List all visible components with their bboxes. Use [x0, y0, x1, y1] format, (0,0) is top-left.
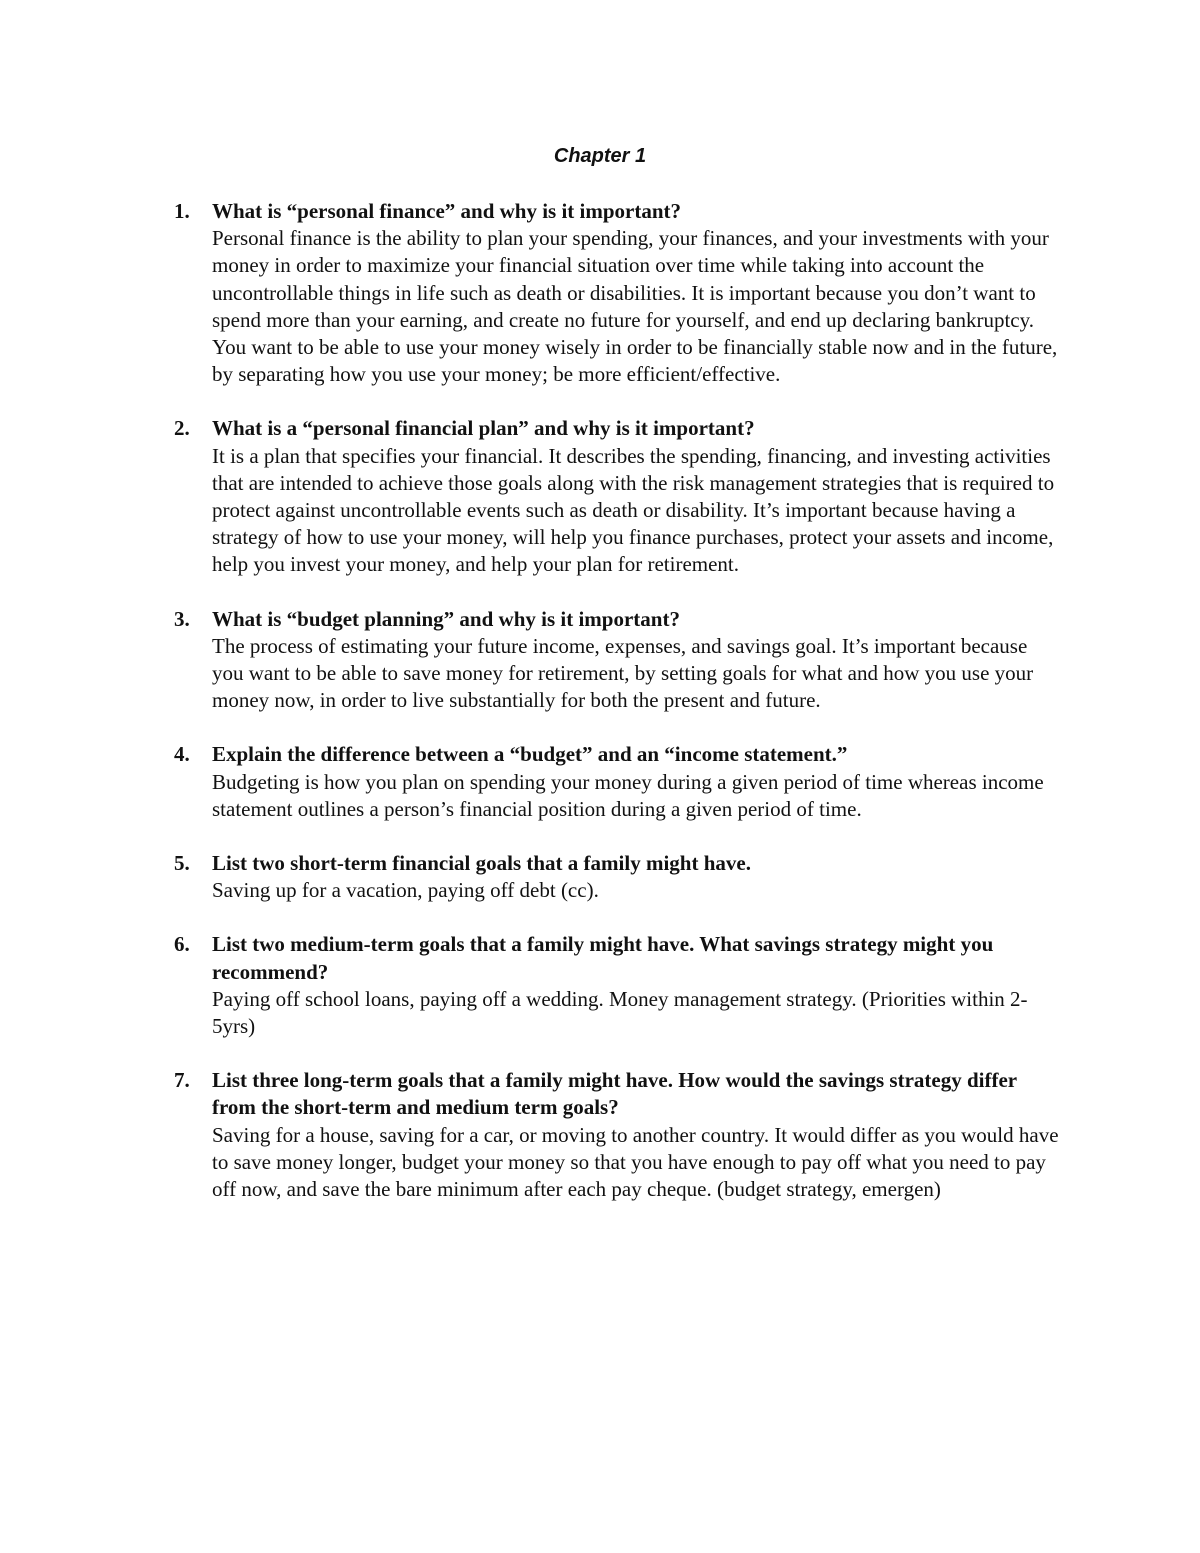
question-text: Explain the difference between a “budget” and an “income statement.” — [212, 742, 848, 767]
qa-item-2 — [174, 415, 1064, 578]
qa-item-7 — [174, 1067, 1064, 1203]
question-text: What is “personal finance” and why is it important? — [212, 199, 682, 223]
answer-text: Paying off school loans, paying off a wedding. Money management strategy. (Priorities within 2-5yrs) — [212, 986, 1028, 1039]
question-number: 5. — [174, 851, 190, 876]
qa-item-5 — [174, 850, 1064, 904]
answer-text: Budgeting is how you plan on spending your money during a given period of time whereas income statement outlines a person’s financial position during a given period of time. — [212, 769, 1044, 821]
question-list — [174, 198, 1064, 1230]
question-text: List two short-term financial goals that a family might have. — [212, 851, 751, 876]
question-number: 6. — [174, 932, 190, 957]
qa-item-6 — [174, 931, 1064, 1040]
question-text: List three long-term goals that a family might have. How would the savings strategy differ from the short-term and medium term goals? — [212, 1068, 1017, 1120]
answer-text: Personal finance is the ability to plan your spending, your finances, and your investments with your money in order to maximize your financial situation over time while taking into account the uncontrollable things in life such as death or disabilities. It is important because you don’t want to spend more than your earning, and create no future for yourself, and end up declaring bankruptcy. You want to be able to use your money wisely in order to be financially stable now and in the future, by separating how you use your money; be more efficient/effective. — [212, 226, 1058, 387]
question-text: What is a “personal financial plan” and why is it important? — [212, 416, 755, 441]
chapter-title: Chapter 1 — [553, 145, 647, 167]
question-number: 1. — [174, 199, 190, 223]
question-text: List two medium-term goals that a family might have. What savings strategy might you recommend? — [212, 932, 994, 984]
qa-item-4 — [174, 741, 1064, 823]
question-number: 2. — [174, 416, 190, 441]
answer-text: The process of estimating your future income, expenses, and savings goal. It’s important because you want to be able to save money for retirement, by setting goals for what and how you use your money now, in order to live substantially for both the present and future. — [212, 633, 1034, 713]
qa-item-1 — [174, 198, 1064, 388]
answer-text: Saving up for a vacation, paying off debt (cc). — [212, 878, 599, 903]
question-number: 3. — [174, 606, 190, 631]
question-number: 7. — [174, 1068, 190, 1093]
answer-text: It is a plan that specifies your financial. It describes the spending, financing, and investing activities that are intended to achieve those goals along with the risk management strategies that is required to protect against uncontrollable events such as death or disability. It’s important because having a strategy of how to use your money, will help you finance purchases, protect your assets and income, help you invest your money, and help your plan for retirement. — [212, 443, 1055, 577]
question-text: What is “budget planning” and why is it important? — [212, 606, 680, 631]
question-number: 4. — [174, 742, 190, 767]
qa-item-3 — [174, 606, 1064, 715]
answer-text: Saving for a house, saving for a car, or moving to another country. It would differ as you would have to save money longer, budget your money so that you have enough to pay off what you need to pay off now, and save the bare minimum after each pay cheque. (budget strategy, emergen) — [212, 1122, 1059, 1202]
